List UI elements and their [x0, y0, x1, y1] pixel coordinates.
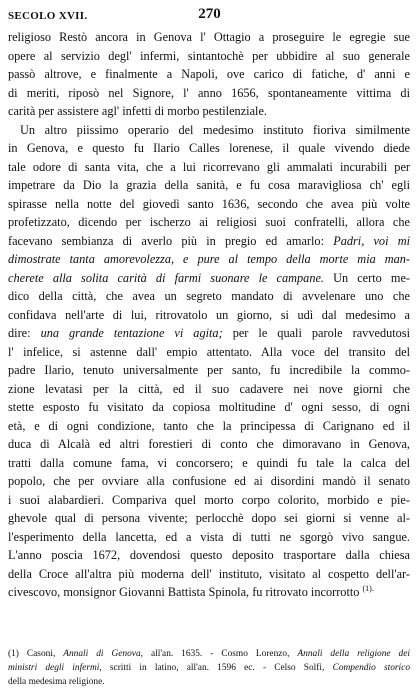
body-line: confidava nell'arte di lui, ritrovatolo un giorno, si udì dal medesimo a [8, 307, 410, 322]
body-line: zione levatasi per la città, ed il suo cadavere nei nove giorni che [8, 381, 410, 396]
body-line: spirasse nella notte del giovedì santo 1636, secondo che avea più volte [8, 196, 410, 211]
footnote-line: della medesima religione. [8, 677, 105, 687]
body-line: ghevole qual di persona vivente; perlocchè dopo sei giorni si venne al- [8, 511, 410, 525]
body-text [8, 28, 410, 602]
body-line: i suoi alabardieri. Compariva quel morto corpo colorito, morbido e pie- [8, 492, 410, 507]
page-header [8, 6, 411, 24]
body-line: opere al servizio degl' infermi, sintantochè per ubbidire al suo generale [8, 48, 410, 63]
body-line: L'anno poscia 1672, dovendosi questo deposito trasportare dalla chiesa [8, 548, 410, 562]
footnote-text: all'an. 1635. - Cosmo Lorenzo, [150, 649, 290, 659]
body-line: carità per assistere agl' infetti di morbo pestilenziale. [8, 104, 267, 118]
body-line [8, 324, 410, 343]
footnotes [8, 647, 410, 689]
footnote-work-title: ministri degli infermi [8, 663, 100, 673]
body-line: padre Ilario, tenuto universalmente per santo, fu incredibile la commo- [8, 363, 410, 377]
body-line: dimostrate tanta amorevolezza, e pure al tempo della morte mia man- [8, 252, 410, 266]
body-line [8, 583, 410, 602]
body-line [8, 269, 410, 288]
page-number: 270 [198, 6, 221, 22]
body-line: stette esposto fu visitato da copiosa moltitudine d' ogni sesso, di ogni [8, 400, 410, 414]
body-line: dico della città, che avea un segreto mandato di avvelenare uno che [8, 289, 410, 303]
body-line: Un altro piissimo operario del medesimo instituto fioriva similmente [20, 122, 410, 137]
body-line: impetrare da Dio la grazia della sanità, e fu cosa maravigliosa ch' egli [8, 178, 410, 192]
footnote-work-title: Compendio storico [332, 663, 411, 673]
italic-quote: una grande tentazione vi agita; [40, 326, 223, 340]
italic-quote: Padri, voi mi [333, 233, 410, 248]
body-line: in Genova, e questo fu Ilario Calles lorenese, il quale vivendo diede [8, 141, 410, 155]
body-line: di meriti, riposò nel Signore, l' anno 1656, spontaneamente vittima di [8, 85, 410, 100]
body-line: popolo, che per ovviare alla confusione ed ai disordini mandò il senato [8, 474, 410, 488]
footnote-work-title: Annali di Genova, [63, 649, 143, 659]
body-line [8, 232, 410, 251]
body-line: passò altrove, e finalmente a Napoli, ove carico di fatiche, d' anni e [8, 67, 410, 81]
body-line: religioso Restò ancora in Genova l' Ottagio a proseguire le egregie sue [8, 30, 410, 44]
italic-quote: cherete alla solita carità di farmi suonare le campane. [8, 270, 324, 285]
footnote-reference[interactable]: (1). [362, 583, 374, 593]
body-line: tratti dalla comune fama, vi concorsero; e quindi fu tale la calca del [8, 455, 410, 470]
body-line-text: dire: [8, 326, 31, 340]
footnote-text: , scritti in latino, all'an. 1596 ec. - Celso Solfi, [99, 663, 325, 673]
footnote-line [8, 647, 410, 661]
body-line-text: facevano sembianza di averlo più in pregio ed amarlo: [8, 233, 324, 248]
body-line: tale odore di santa vita, che a lui ricorrevano gli ammalati incurabili per [8, 159, 410, 174]
body-line-text: Un certo me- [333, 270, 410, 285]
body-line: profetizzato, dicendo per ischerzo ai religiosi suoi confratelli, allora che [8, 215, 410, 229]
body-line: della Croce all'altra più moderna dell' instituto, visitato al cospetto dell'ar- [8, 566, 410, 581]
body-line: l' infelice, si astenne dall' empio attentato. Alla voce del transito del [8, 344, 410, 359]
body-line-text: per le quali parole ravvedutosi [232, 326, 411, 340]
footnote-number: (1) Casoni, [8, 649, 56, 659]
body-line: età, e di ogni condizione, tanto che la principessa di Carignano ed il [8, 418, 410, 433]
body-line-text: civescovo, monsignor Giovanni Battista Spinola, fu ritrovato incorrotto [8, 585, 360, 599]
footnote-line [8, 661, 410, 675]
running-head: SECOLO XVII. [8, 10, 88, 22]
body-line: duca di Alcalà ed altri forestieri di conto che dimoravano in Genova, [8, 437, 410, 451]
body-line: l'esperimento della lancetta, ed a vista di tutti ne sgorgò vivo sangue. [8, 529, 410, 544]
footnote-work-title: Annali della religione dei [297, 649, 411, 659]
